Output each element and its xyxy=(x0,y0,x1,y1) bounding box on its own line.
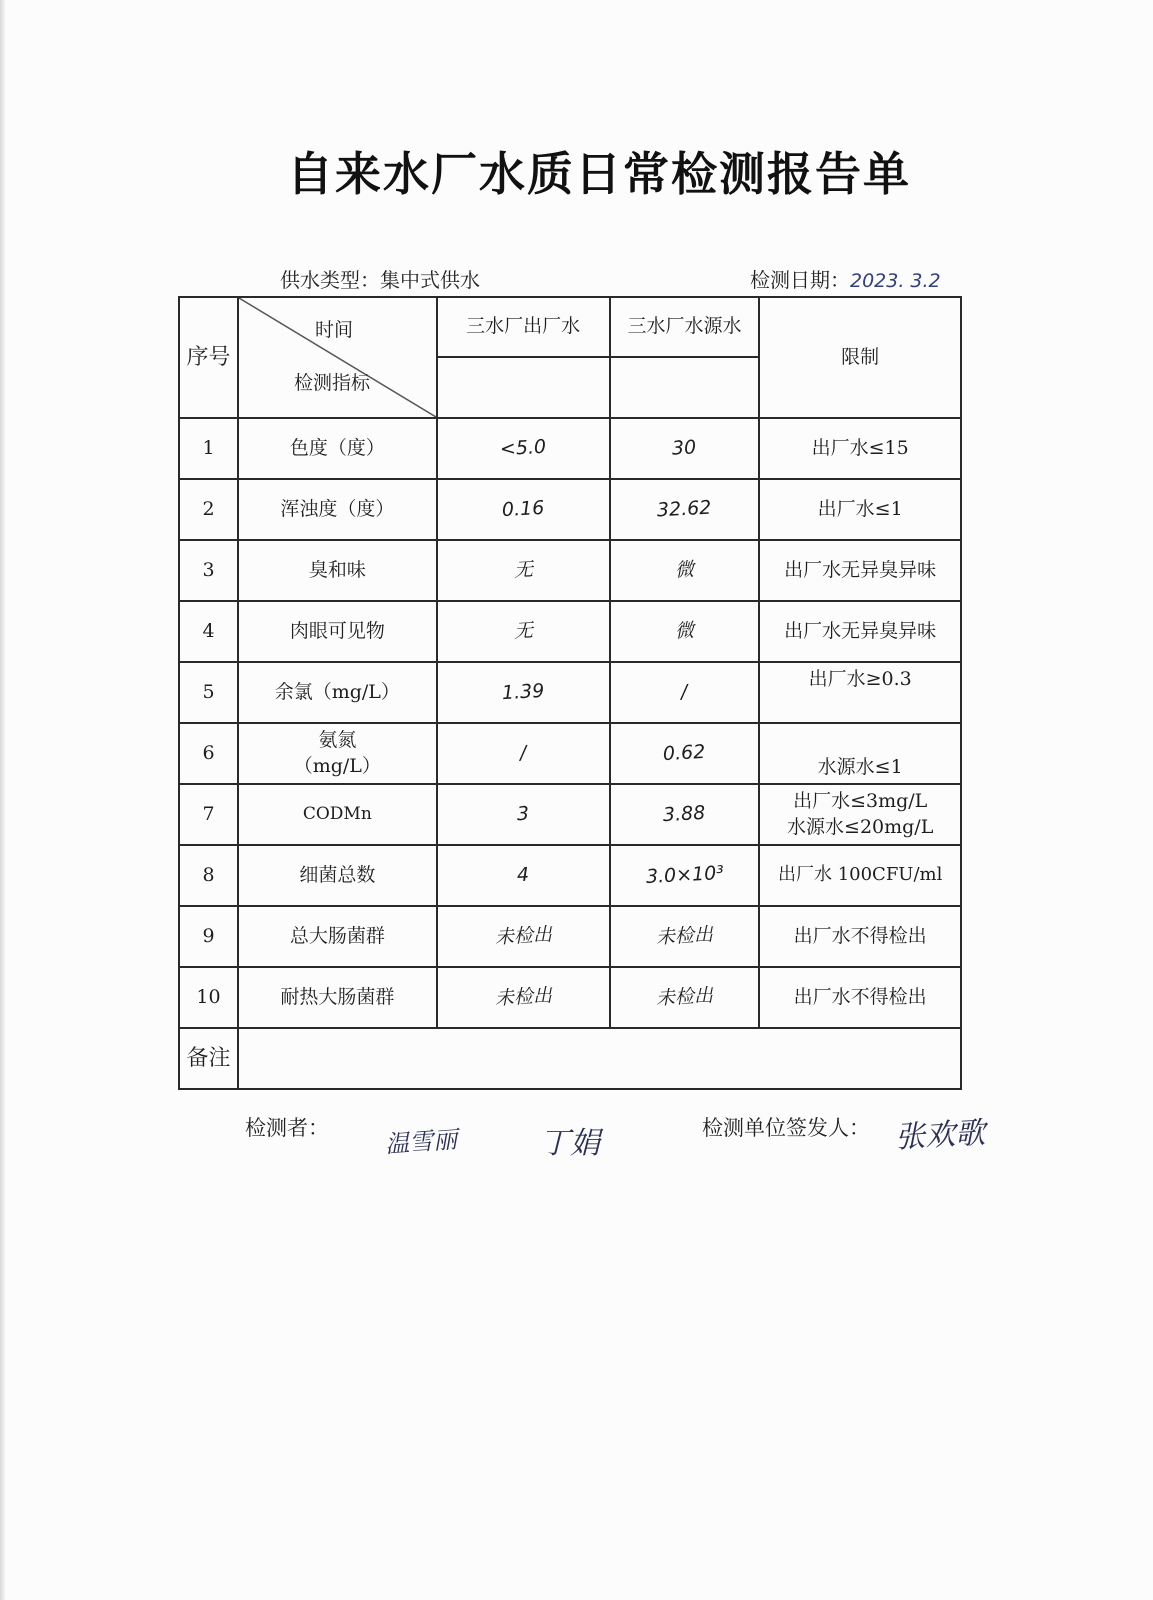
row-indicator: 耐热大肠菌群 xyxy=(238,967,437,1028)
row-number: 5 xyxy=(179,662,238,723)
row-indicator: 细菌总数 xyxy=(238,845,437,906)
table-row xyxy=(179,540,961,601)
row-number: 1 xyxy=(179,418,238,479)
table-row xyxy=(179,784,961,845)
row-indicator xyxy=(238,723,437,784)
row-source-value: 30 xyxy=(610,418,760,479)
remarks-content xyxy=(238,1028,961,1089)
page-edge-shadow xyxy=(0,0,6,1600)
row-indicator: 臭和味 xyxy=(238,540,437,601)
row-number: 7 xyxy=(179,784,238,845)
row-source-value: 3.0×10³ xyxy=(610,845,760,906)
row-source-value: 32.62 xyxy=(610,479,760,540)
row-outlet-value: 1.39 xyxy=(437,662,610,723)
table-row xyxy=(179,418,961,479)
row-limit: 出厂水不得检出 xyxy=(759,906,961,967)
header-diag-indicator: 检测指标 xyxy=(294,372,371,395)
header-source-blank xyxy=(610,357,760,418)
row-limit-line2: 水源水≤20mg/L xyxy=(787,815,934,838)
table-row xyxy=(179,601,961,662)
supply-type-value: 集中式供水 xyxy=(380,268,480,292)
row-source-value: 0.62 xyxy=(610,723,760,784)
row-indicator-line1: 氨氮 xyxy=(318,728,357,751)
row-outlet-value: 无 xyxy=(437,540,610,601)
supply-type-label: 供水类型： xyxy=(280,268,380,292)
header-diag-time: 时间 xyxy=(315,319,354,341)
row-outlet-value: / xyxy=(437,723,610,784)
row-number: 2 xyxy=(179,479,238,540)
row-number: 9 xyxy=(179,906,238,967)
row-limit: 出厂水无异臭异味 xyxy=(759,601,961,662)
header-diagonal-cell xyxy=(238,297,437,418)
tester-signature-2: 丁娟 xyxy=(540,1126,600,1161)
row-source-value: 3.88 xyxy=(610,784,760,845)
row-source-value: / xyxy=(610,662,760,723)
row-indicator: 总大肠菌群 xyxy=(238,906,437,967)
header-limit: 限制 xyxy=(759,297,961,418)
row-number: 3 xyxy=(179,540,238,601)
table-row xyxy=(179,723,961,784)
header-seq: 序号 xyxy=(179,297,238,418)
header-row xyxy=(179,297,961,357)
row-limit: 出厂水 100CFU/ml xyxy=(759,845,961,906)
remarks-label: 备注 xyxy=(179,1028,238,1089)
row-source-value: 未检出 xyxy=(610,967,760,1028)
row-outlet-value: 3 xyxy=(437,784,610,845)
signer-signature: 张欢歌 xyxy=(894,1115,987,1156)
row-source-value: 未检出 xyxy=(610,906,760,967)
row-source-value: 微 xyxy=(610,601,760,662)
row-limit: 水源水≤1 xyxy=(759,723,961,784)
row-outlet-value: 无 xyxy=(437,601,610,662)
row-outlet-value: <5.0 xyxy=(437,418,610,479)
tester-label: 检测者： xyxy=(245,1116,329,1140)
row-number: 8 xyxy=(179,845,238,906)
row-indicator: 色度（度） xyxy=(238,418,437,479)
row-limit: 出厂水不得检出 xyxy=(759,967,961,1028)
row-indicator: 浑浊度（度） xyxy=(238,479,437,540)
table-row xyxy=(179,845,961,906)
row-indicator: 肉眼可见物 xyxy=(238,601,437,662)
row-limit: 出厂水≥0.3 xyxy=(759,662,961,723)
test-date-label: 检测日期： xyxy=(750,268,850,292)
row-outlet-value: 0.16 xyxy=(437,479,610,540)
row-outlet-value: 4 xyxy=(437,845,610,906)
row-outlet-value: 未检出 xyxy=(437,906,610,967)
table-row xyxy=(179,906,961,967)
row-limit: 出厂水无异臭异味 xyxy=(759,540,961,601)
page-title: 自来水厂水质日常检测报告单 xyxy=(287,147,911,201)
header-outlet-blank xyxy=(437,357,610,418)
test-date xyxy=(750,264,941,293)
header-source: 三水厂水源水 xyxy=(610,297,760,357)
tester-signature-1: 温雪丽 xyxy=(384,1125,459,1159)
row-indicator: 余氯（mg/L） xyxy=(238,662,437,723)
row-indicator-line2: （mg/L） xyxy=(293,754,381,777)
header-outlet: 三水厂出厂水 xyxy=(437,297,610,357)
table-row xyxy=(179,479,961,540)
row-limit: 出厂水≤1 xyxy=(759,479,961,540)
row-outlet-value: 未检出 xyxy=(437,967,610,1028)
remarks-row xyxy=(179,1028,961,1089)
signer-label: 检测单位签发人： xyxy=(702,1116,870,1140)
row-indicator: CODMn xyxy=(238,784,437,845)
row-limit-line1: 出厂水≤3mg/L xyxy=(793,789,928,812)
row-limit xyxy=(759,784,961,845)
row-number: 6 xyxy=(179,723,238,784)
row-limit: 出厂水≤15 xyxy=(759,418,961,479)
row-source-value: 微 xyxy=(610,540,760,601)
row-number: 10 xyxy=(179,967,238,1028)
row-number: 4 xyxy=(179,601,238,662)
supply-type xyxy=(280,264,480,293)
report-table xyxy=(178,296,962,1090)
table-row xyxy=(179,662,961,723)
test-date-value: 2023. 3.2 xyxy=(850,270,941,292)
table-row xyxy=(179,967,961,1028)
